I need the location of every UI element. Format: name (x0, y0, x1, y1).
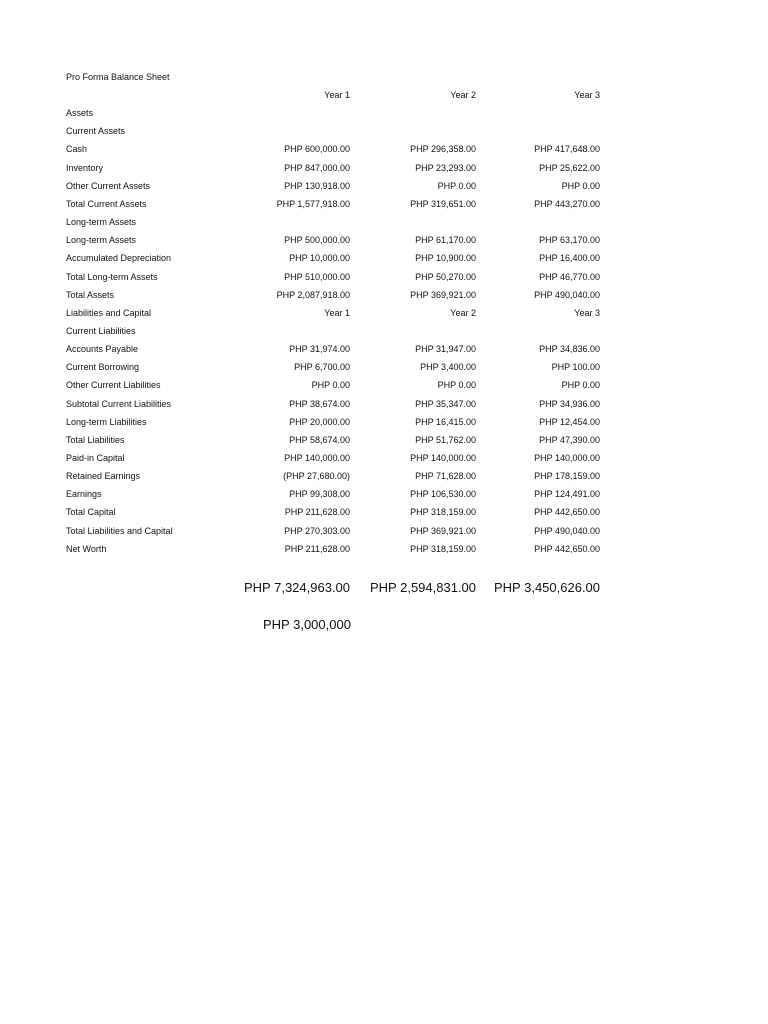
year-2-cell: PHP 61,170.00 (415, 235, 476, 246)
year-3-cell: PHP 25,622.00 (539, 162, 600, 173)
year-2-cell: PHP 31,947.00 (415, 344, 476, 355)
year-3-cell: PHP 490,040.00 (534, 289, 600, 300)
year-2-cell: PHP 0.00 (437, 180, 476, 191)
year-1-total: PHP 7,324,963.00 (244, 580, 351, 595)
year-3-cell: Year 3 (574, 307, 600, 318)
row-label: Liabilities and Capital (66, 307, 152, 318)
row-label: Total Capital (66, 507, 116, 518)
table-row (0, 304, 768, 322)
table-row (0, 195, 768, 213)
year-3-cell: PHP 47,390.00 (539, 434, 600, 445)
table-row (0, 431, 768, 449)
year-1-cell: PHP 2,087,918.00 (276, 289, 350, 300)
year-3-cell: PHP 140,000.00 (534, 453, 600, 463)
row-label: Retained Earnings (66, 471, 141, 482)
year-3-cell: PHP 0.00 (561, 180, 600, 191)
table-row (0, 159, 768, 177)
year-1-cell: Year 1 (324, 307, 350, 318)
year-3-cell: PHP 34,836.00 (539, 344, 600, 355)
year-3-cell: PHP 16,400.00 (539, 253, 600, 264)
year-3-cell: PHP 417,648.00 (534, 144, 600, 155)
year-3-cell: PHP 46,770.00 (539, 271, 600, 282)
year-1-cell: (PHP 27,680.00) (283, 471, 350, 482)
table-row (0, 231, 768, 249)
year-1-cell: PHP 20,000.00 (289, 416, 350, 427)
row-label: Total Current Assets (66, 198, 147, 209)
row-label: Total Liabilities (66, 434, 125, 445)
table-row (0, 485, 768, 503)
year-3-cell: Year 3 (574, 90, 600, 100)
year-3-cell: PHP 178,159.00 (534, 471, 600, 482)
year-2-cell: PHP 369,921.00 (410, 289, 476, 300)
row-label: Total Assets (66, 289, 115, 300)
table-row (0, 413, 768, 431)
table-row (0, 286, 768, 304)
year-2-cell: PHP 71,628.00 (415, 471, 476, 482)
year-1-cell: PHP 38,674.00 (289, 398, 350, 409)
table-row (0, 340, 768, 358)
table-row (0, 376, 768, 394)
table-row (0, 177, 768, 195)
row-label: Long-term Liabilities (66, 416, 147, 427)
year-3-cell: PHP 63,170.00 (539, 235, 600, 246)
row-label: Paid-in Capital (66, 453, 125, 463)
year-2-total: PHP 2,594,831.00 (370, 580, 477, 595)
year-2-cell: PHP 369,921.00 (410, 525, 476, 536)
year-1-cell: PHP 130,918.00 (284, 180, 350, 191)
year-2-cell: PHP 140,000.00 (410, 453, 476, 463)
year-3-cell: PHP 0.00 (561, 380, 600, 391)
row-label: Subtotal Current Liabilities (66, 398, 172, 409)
grand-total: PHP 3,000,000 (263, 617, 351, 632)
row-label: Other Current Assets (66, 180, 151, 191)
year-1-cell: PHP 1,577,918.00 (276, 198, 350, 209)
year-1-cell: PHP 270,303.00 (284, 525, 350, 536)
year-1-cell: PHP 31,974.00 (289, 344, 350, 355)
year-3-cell: PHP 443,270.00 (534, 198, 600, 209)
year-1-cell: PHP 99,308.00 (289, 489, 350, 500)
year-1-cell: PHP 211,628.00 (284, 543, 350, 554)
row-label: Total Long-term Assets (66, 271, 158, 282)
row-label: Net Worth (66, 543, 107, 554)
table-row (0, 358, 768, 376)
year-2-cell: PHP 319,651.00 (410, 198, 476, 209)
row-label: Accounts Payable (66, 344, 139, 355)
table-row (0, 395, 768, 413)
year-3-cell: PHP 124,491.00 (534, 489, 600, 500)
table-row (0, 86, 768, 104)
year-totals-row (0, 578, 768, 598)
year-2-cell: PHP 50,270.00 (415, 271, 476, 282)
year-1-cell: PHP 10,000.00 (289, 253, 350, 264)
row-label: Total Liabilities and Capital (66, 525, 173, 536)
table-row (0, 140, 768, 158)
row-label: Inventory (66, 162, 104, 173)
row-label: Cash (66, 144, 88, 155)
year-2-cell: PHP 106,530.00 (410, 489, 476, 500)
year-1-cell: PHP 847,000.00 (284, 162, 350, 173)
year-2-cell: PHP 35,347.00 (415, 398, 476, 409)
year-2-cell: PHP 296,358.00 (410, 144, 476, 155)
row-label: Long-term Assets (66, 217, 137, 228)
row-label: Accumulated Depreciation (66, 253, 172, 264)
row-label: Earnings (66, 489, 102, 500)
row-label: Current Assets (66, 126, 126, 137)
table-row (0, 503, 768, 521)
year-2-cell: PHP 0.00 (437, 380, 476, 391)
year-2-cell: PHP 16,415.00 (415, 416, 476, 427)
table-row (0, 322, 768, 340)
row-label: Current Borrowing (66, 362, 140, 373)
table-row (0, 268, 768, 286)
table-row (0, 122, 768, 140)
year-3-cell: PHP 34,936.00 (539, 398, 600, 409)
year-1-cell: PHP 510,000.00 (284, 271, 350, 282)
row-label: Current Liabilities (66, 325, 136, 336)
year-2-cell: PHP 51,762.00 (415, 434, 476, 445)
year-2-cell: PHP 318,159.00 (410, 543, 476, 554)
year-3-cell: PHP 12,454.00 (539, 416, 600, 427)
year-2-cell: PHP 3,400.00 (420, 362, 476, 373)
year-3-cell: PHP 490,040.00 (534, 525, 600, 536)
table-row (0, 522, 768, 540)
year-1-cell: PHP 140,000.00 (284, 453, 350, 463)
year-1-cell: PHP 58,674.00 (289, 434, 350, 445)
year-2-cell: Year 2 (450, 307, 476, 318)
year-3-cell: PHP 100.00 (551, 362, 600, 373)
row-label: Other Current Liabilities (66, 380, 161, 391)
table-row (0, 213, 768, 231)
year-1-cell: PHP 211,628.00 (284, 507, 350, 518)
table-row (0, 540, 768, 558)
year-2-cell: PHP 318,159.00 (410, 507, 476, 518)
row-label: Long-term Assets (66, 235, 137, 246)
year-1-cell: PHP 0.00 (311, 380, 350, 391)
table-row (0, 249, 768, 267)
year-1-cell: Year 1 (324, 90, 350, 100)
year-1-cell: PHP 6,700.00 (294, 362, 350, 373)
table-row (0, 104, 768, 122)
year-2-cell: PHP 23,293.00 (415, 162, 476, 173)
table-row (0, 467, 768, 485)
year-3-total: PHP 3,450,626.00 (494, 580, 601, 595)
year-2-cell: PHP 10,900.00 (415, 253, 476, 264)
year-2-cell: Year 2 (450, 90, 476, 100)
row-label: Assets (66, 108, 94, 119)
table-row (0, 449, 768, 467)
year-1-cell: PHP 500,000.00 (284, 235, 350, 246)
sheet-title: Pro Forma Balance Sheet (66, 72, 170, 82)
year-1-cell: PHP 600,000.00 (284, 144, 350, 155)
year-3-cell: PHP 442,650.00 (534, 507, 600, 518)
year-3-cell: PHP 442,650.00 (534, 543, 600, 554)
